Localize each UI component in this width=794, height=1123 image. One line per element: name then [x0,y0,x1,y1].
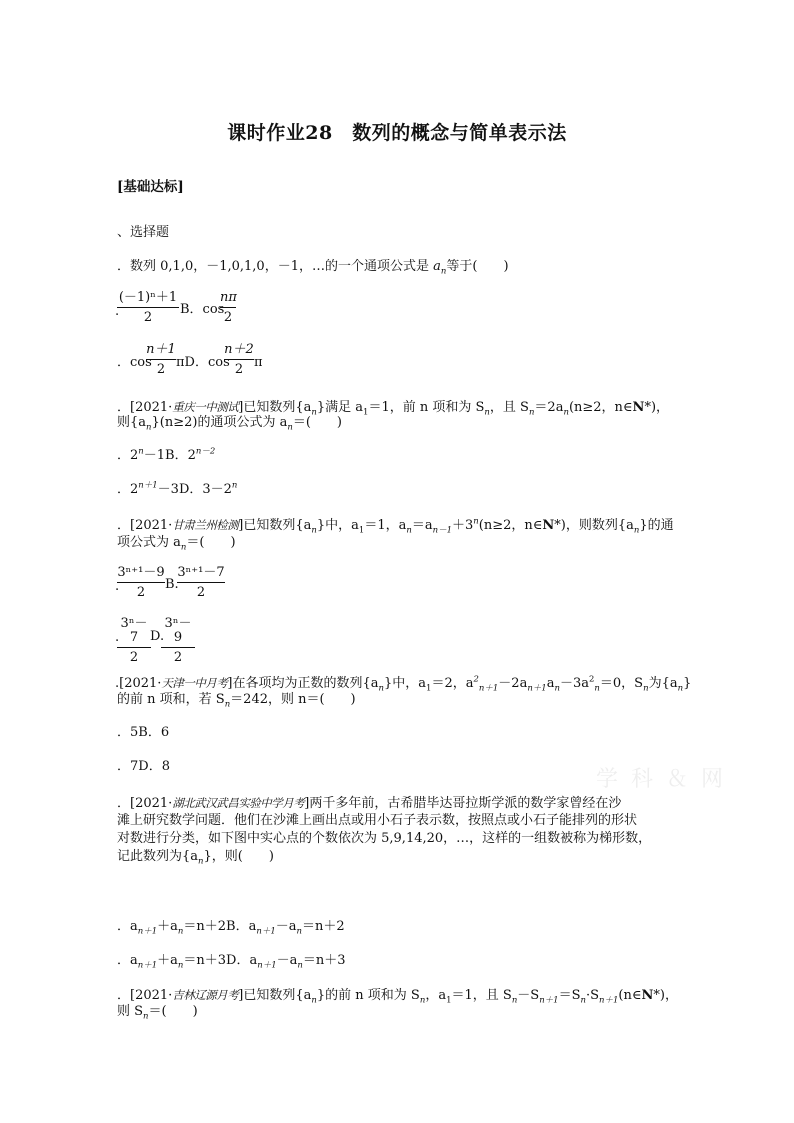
question-5-stem-line3: 对数进行分类，如下图中实心点的个数依次为 5,9,14,20，…，这样的一组数被称为梯形数， [117,831,652,846]
question-5-stem-line2: 滩上研究数学问题．他们在沙滩上画出点或用小石子表示数，按照点或小石子能排列的形状 [117,813,638,828]
q1-option-b-label: B．cos [180,302,225,317]
q3-option-b-label: B. [165,577,179,592]
q4-options-ab: ．5B．6 [117,725,170,740]
q2-options-cd: ．$2^{n+1}-3D$．$3-2^n$ [117,480,238,497]
question-2-stem-line2: 则$\{a_n\}(n\ge 2)$的通项公式为 $a_n=$( ) [117,415,342,433]
q3-option-d-label: D. [150,629,165,644]
q3-option-d-fraction: 3ⁿ－9 2 [161,617,195,665]
q3-option-a-dot: . [115,579,120,594]
question-6-stem-line1: ．[2021·吉林辽源月考]已知数列$\{a_n\}$的前 n 项和为 $S_n$，$a_1=1$，且 $S_n-S_{n+1}=S_n\cdot S_{n+1}(n\in N*)$， [117,988,678,1006]
question-5-stem-line1: ．[2021·湖北武汉武昌实验中学月考]两千多年前，古希腊毕达哥拉斯学派的数学家曾经在沙 [117,796,622,811]
question-3-stem-line1: ．[2021·甘肃兰州检测]已知数列$\{a_n\}$中，$a_1=1$，$a_n=a_{n-1}+3^n(n\ge 2$，n∈N*)，则数列$\{a_n\}$的通 [117,516,674,536]
question-1-stem: ．数列 0,1,0，－1,0,1,0，－1，…的一个通项公式是 $a_n$等于( ) [117,259,509,277]
part-label: 、选择题 [117,225,170,240]
q1-option-a-fraction: (－1)ⁿ＋1 2 [118,290,178,325]
question-6-stem-line2: 则 $S_n=$( ) [117,1004,198,1022]
q1-option-d-tail: π [254,355,263,370]
q4-options-cd: ．7D．8 [117,759,170,774]
q1-option-c-fraction: n＋1 2 [146,342,176,377]
q3-option-c-fraction: 3ⁿ－7 2 [117,617,151,665]
q3-option-a-fraction: 3ⁿ⁺¹－9 2 [117,565,165,600]
q3-option-b-fraction: 3ⁿ⁺¹－7 2 [177,565,225,600]
q5-options-ab: ．$a_{n+1}+a_n=n+2B$．$a_{n+1}-a_n=n+2$ [117,919,345,937]
question-5-stem-line4: 记此数列为$\{a_n\}$，则( ) [117,849,274,867]
q1-option-a-dot: . [115,304,120,319]
q5-options-cd: ．$a_{n+1}+a_n=n+3D$．$a_{n+1}-a_n=n+3$ [117,953,346,971]
question-3-stem-line2: 项公式为 $a_n=$( ) [117,535,236,553]
q3-option-c-dot: . [115,630,120,645]
q1-option-d-fraction: n＋2 2 [224,342,254,377]
q1-option-c-label: ．cos [117,355,152,370]
question-2-stem-line1: ．[2021·重庆一中测试]已知数列$\{a_n\}$满足 $a_1=1$，前 n 项和为 $S_n$，且 $S_n=2a_n(n\ge 2$，n∈N*)， [117,400,670,418]
watermark: 学 科 ＆ 网 [596,767,726,792]
q1-option-b-fraction: nπ 2 [220,290,237,325]
section-heading: [基础达标] [117,179,184,195]
question-4-stem-line2: 的前 n 项和，若 $S_n=242$，则 n＝( ) [117,692,356,710]
page-title: 课时作业28 数列的概念与简单表示法 [227,122,567,144]
question-4-stem-line1: .[2021·天津一中月考]在各项均为正数的数列$\{a_n\}$中，$a_1=2$，$a^2_{n+1}-2a_{n+1}a_n-3a^2_n=0$，$S_n$为$\{a_n\}$ [115,674,692,694]
q1-option-d-label: πD．cos [176,355,230,370]
q2-options-ab: ．$2^n-1B$．$2^{n-2}$ [117,446,216,463]
